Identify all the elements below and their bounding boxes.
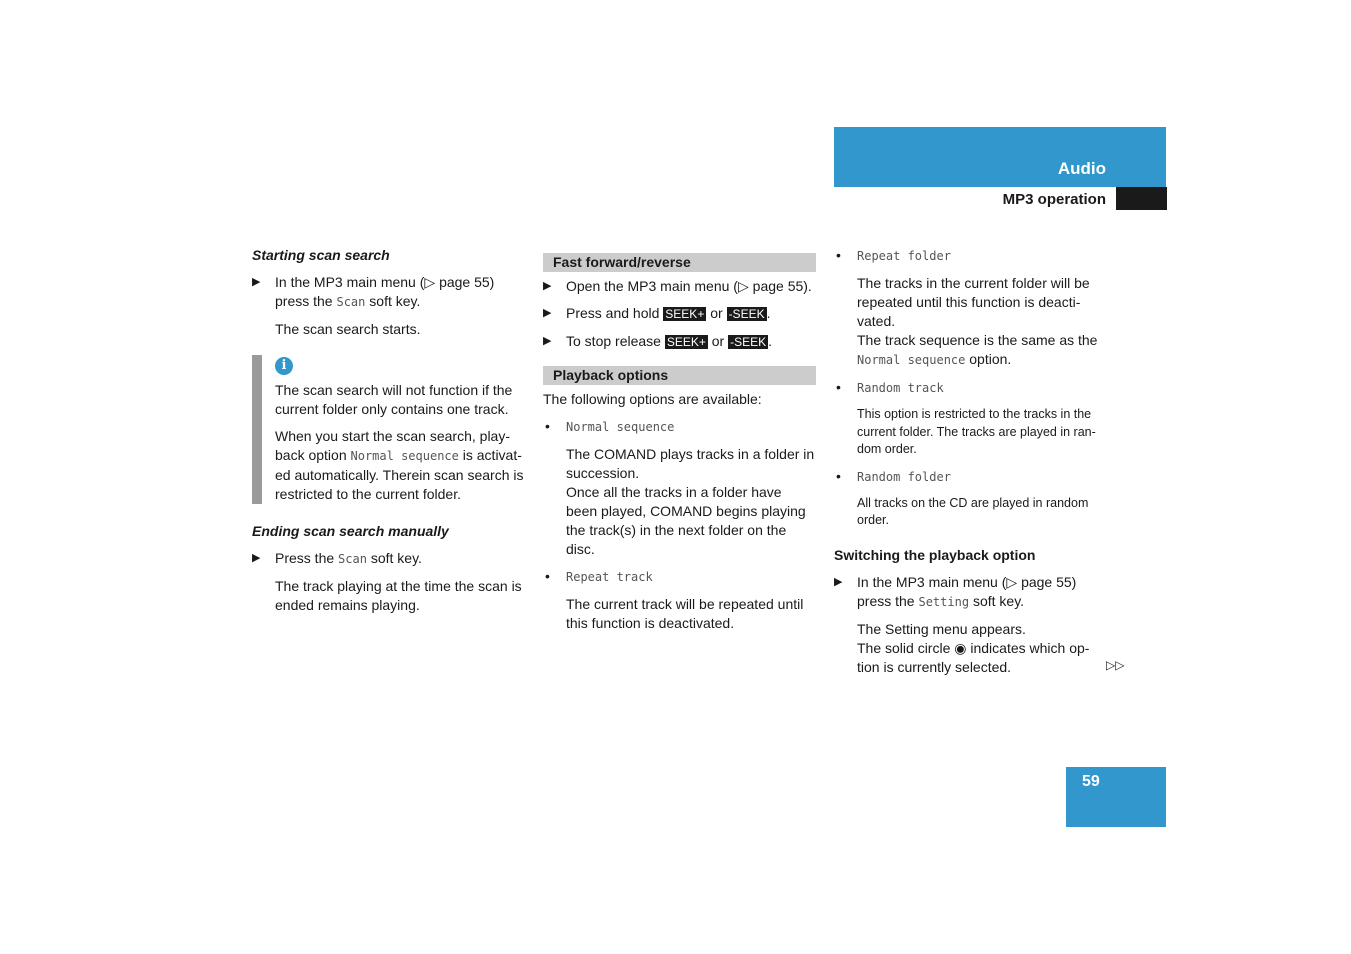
page-number-band xyxy=(1066,767,1166,827)
softkey-label: Setting xyxy=(918,594,970,609)
step: ▶ In the MP3 main menu (▷ page 55) press the Setting soft key. xyxy=(834,573,1077,609)
seek-plus-key: SEEK+ xyxy=(665,307,705,321)
option-description: The COMAND plays tracks in a folder in succession. Once all the tracks in a folder have been played, COMAND begins playing the track(s) in the next folder on the disc. xyxy=(566,446,815,557)
column-2 xyxy=(543,253,816,641)
page-ref-arrow-icon: ▷ xyxy=(737,278,749,294)
section-title: Audio xyxy=(1057,159,1106,178)
step: ▶ To stop release SEEK+ or -SEEK . xyxy=(543,333,773,349)
triangle-right-icon: ▶ xyxy=(252,276,261,288)
result-text: The Setting menu appears. The solid circle ◉ indicates which op-tion is currently selected. xyxy=(857,620,1090,675)
step: ▶ In the MP3 main menu (▷ page 55) press the Scan soft key. xyxy=(252,274,495,309)
note-paragraph: When you start the scan search, play-back option Normal sequence is activat-ed automatically. Therein scan search is restricted to the current folder. xyxy=(275,428,524,502)
seek-plus-key: SEEK+ xyxy=(666,335,706,349)
triangle-right-icon: ▶ xyxy=(543,280,552,292)
softkey-label: Scan xyxy=(338,552,367,566)
page-ref-arrow-icon: ▷ xyxy=(424,274,436,290)
step: ▶ Press the Scan soft key. xyxy=(252,550,422,566)
info-note xyxy=(252,355,527,504)
option-description: All tracks on the CD are played in random order. xyxy=(857,495,1089,527)
subsection-title: MP3 operation xyxy=(1002,191,1106,208)
page-number: 59 xyxy=(1082,773,1100,790)
step: ▶ Open the MP3 main menu (▷ page 55). xyxy=(543,278,812,294)
seek-minus-key: -SEEK xyxy=(728,307,765,321)
list-item: • Random track xyxy=(836,379,944,395)
column-3 xyxy=(834,246,1109,685)
header-tab-marker xyxy=(1116,187,1167,210)
step: ▶ Press and hold SEEK+ or -SEEK . xyxy=(543,305,771,321)
triangle-right-icon: ▶ xyxy=(834,575,843,588)
heading-starting-scan: Starting scan search xyxy=(252,247,390,263)
option-description: The tracks in the current folder will be repeated until this function is deacti-vated. The track sequence is the same as the Normal sequence option. xyxy=(857,275,1098,367)
triangle-right-icon: ▶ xyxy=(543,307,552,319)
heading-ending-scan: Ending scan search manually xyxy=(252,523,449,539)
triangle-right-icon: ▶ xyxy=(543,335,552,347)
header-band xyxy=(834,127,1166,187)
intro-text: The following options are available: xyxy=(543,391,762,407)
info-icon: i xyxy=(275,357,293,375)
option-description: The current track will be repeated until this function is deactivated. xyxy=(566,596,804,631)
note-rule xyxy=(252,355,262,504)
softkey-label: Scan xyxy=(336,295,366,309)
page-ref-arrow-icon: ▷ xyxy=(1006,573,1018,590)
list-item: • Random folder xyxy=(836,467,951,484)
triangle-right-icon: ▶ xyxy=(252,552,261,564)
result-text: The scan search starts. xyxy=(275,321,421,337)
list-item: • Normal sequence xyxy=(545,418,675,434)
list-item: • Repeat folder xyxy=(836,247,951,263)
section-bar-playback-options: Playback options xyxy=(543,366,816,385)
column-1 xyxy=(252,246,527,623)
list-item: • Repeat track xyxy=(545,568,653,584)
section-bar-fast-forward: Fast forward/reverse xyxy=(543,253,816,272)
result-text: The track playing at the time the scan is ended remains playing. xyxy=(275,578,522,613)
option-description: This option is restricted to the tracks in the current folder. The tracks are played in ran-dom order. xyxy=(857,407,1096,456)
heading-switching-playback: Switching the playback option xyxy=(834,546,1036,563)
seek-minus-key: -SEEK xyxy=(730,335,767,349)
continue-arrow-icon: ▷▷ xyxy=(1106,658,1125,672)
note-paragraph: The scan search will not function if the current folder only contains one track. xyxy=(275,382,513,417)
